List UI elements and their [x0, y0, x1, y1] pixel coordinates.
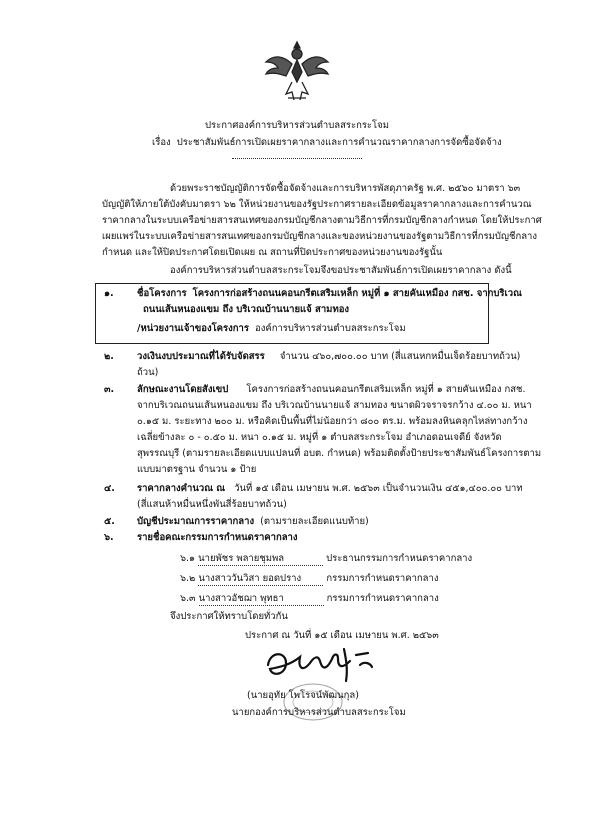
item-3-number: ๓.	[104, 384, 115, 395]
intro-line-5: กำหนด และให้ปิดประกาศโดยเปิดเผย ณ สถานที่ปิดประกาศของหน่วยงานของรัฐนั้น	[102, 247, 443, 258]
agency-label: /หน่วยงานเจ้าของโครงการ	[137, 323, 249, 334]
item-6-number: ๖.	[104, 532, 114, 543]
signatory-title: นายกองค์การบริหารส่วนตำบลสระกระโจม	[232, 707, 406, 718]
handwritten-signature	[260, 645, 380, 685]
item-4-number: ๔.	[104, 483, 115, 494]
intro-line-2: บัญญัติให้ภายใต้บังคับมาตรา ๖๒ ให้หน่วยงานของรัฐประกาศรายละเอียดข้อมูลราคากลางและการคำนวณ	[102, 199, 532, 210]
intro-line-4: เผยแพร่ในระบบเครือข่ายสารสนเทศของกรมบัญชีกลางและของหน่วยงานของรัฐตามวิธีการที่กรมบัญชีกลาง	[102, 231, 537, 242]
member-1-number: ๖.๑	[180, 553, 196, 564]
item-2-label: วงเงินงบประมาณที่ได้รับจัดสรร	[137, 351, 265, 362]
garuda-emblem	[262, 38, 332, 104]
member-3-name: นางสาวอัชฌา พุทธา	[199, 592, 324, 606]
item-6-label: รายชื่อคณะกรรมการกำหนดราคากลาง	[137, 532, 298, 543]
item-3-desc-4: เฉลี่ยข้างละ ๐ - ๐.๕๐ ม. หนา ๐.๑๕ ม. หมู่ที่ ๑ ตำบลสระกระโจม อำเภอดอนเจดีย์ จังหวัด	[137, 432, 502, 443]
member-2-name: นางสาววันวิสา ยอดปราง	[198, 572, 323, 586]
intro-line-3: ราคากลางในระบบเครือข่ายสารสนเทศของกรมบัญชีกลางตามวิธีการที่กรมบัญชีกลางกำหนด โดยให้ประกาศ	[102, 215, 542, 226]
item-1-value: โครงการก่อสร้างถนนคอนกรีตเสริมเหล็ก หมู่ที่ ๑ สายคันเหมือง กสช. จากบริเวณ	[192, 288, 522, 299]
member-1-name: นายพัชร พลายชุมพล	[198, 552, 323, 566]
item-3-desc-5: สุพรรณบุรี (ตามรายละเอียดแบบแปลนที่ อบต. กำหนด) พร้อมติดตั้งป้ายประชาสัมพันธ์โครงการตาม	[137, 448, 542, 459]
subject-line	[152, 136, 502, 149]
item-1-line	[137, 287, 522, 300]
announcement-date: ประกาศ ณ วันที่ ๑๕ เดือน เมษายน พ.ศ. ๒๕๖๓	[245, 630, 439, 641]
item-2-number: ๒.	[104, 351, 114, 362]
member-2-role: กรรมการกำหนดราคากลาง	[326, 573, 439, 584]
signatory-name: (นายอุทัย โพโรจน์พัฒนกุล)	[247, 690, 359, 701]
header-divider	[232, 158, 362, 159]
item-1-label: ชื่อโครงการ	[137, 288, 187, 299]
committee-member-3	[180, 592, 439, 606]
item-3-desc-2: จากบริเวณถนนเส้นหนองแขม ถึง บริเวณบ้านนายแจ้ สามทอง ขนาดผิวจราจรกว้าง ๔.๐๐ ม. หนา	[137, 400, 532, 411]
committee-member-1	[180, 552, 472, 566]
closing-text: จึงประกาศให้ทราบโดยทั่วกัน	[170, 611, 288, 622]
item-5-label: บัญชีประมาณการราคากลาง	[137, 516, 255, 527]
item-3-desc-3: ๐.๑๕ ม. ระยะทาง ๒๐๐ ม. หรือคิดเป็นพื้นที่ไม่น้อยกว่า ๘๐๐ ตร.ม. พร้อมลงหินคลุกไหล่ทางกว้าง	[137, 416, 528, 427]
item-4-label: ราคากลางคำนวณ ณ	[137, 483, 226, 494]
item-3-line	[137, 383, 526, 396]
subject-text: ประชาสัมพันธ์การเปิดเผยราคากลางและการคำนวณราคากลางการจัดซื้อจัดจ้าง	[176, 137, 502, 148]
member-2-number: ๖.๒	[180, 573, 196, 584]
member-3-role: กรรมการกำหนดราคากลาง	[326, 593, 439, 604]
item-5-value: (ตามรายละเอียดแนบท้าย)	[260, 516, 369, 527]
subject-label: เรื่อง	[152, 137, 171, 148]
intro-line-1: ด้วยพระราชบัญญัติการจัดซื้อจัดจ้างและการบริหารพัสดุภาครัฐ พ.ศ. ๒๕๖๐ มาตรา ๖๓	[170, 183, 521, 194]
item-1-agency-line	[137, 322, 406, 335]
member-1-role: ประธานกรรมการกำหนดราคากลาง	[326, 553, 473, 564]
item-3-desc-1: โครงการก่อสร้างถนนคอนกรีตเสริมเหล็ก หมู่ที่ ๑ สายคันเหมือง กสช.	[246, 384, 526, 395]
agency-value: องค์การบริหารส่วนตำบลสระกระโจม	[255, 323, 406, 334]
item-5-number: ๕.	[104, 516, 115, 527]
item-4-line	[137, 482, 523, 495]
item-2-value: จำนวน ๔๖๐,๗๐๐.๐๐ บาท (สี่แสนหกหมื่นเจ็ดร้อยบาทถ้วน)	[279, 351, 521, 362]
committee-member-2	[180, 572, 438, 586]
item-3-label: ลักษณะงานโดยสังเขป	[137, 384, 229, 395]
item-5-line	[137, 515, 369, 528]
item-1-value-line2: ถนนเส้นหนองแขม ถึง บริเวณบ้านนายแจ้ สามทอง	[143, 304, 350, 315]
item-4-value-line2: (สี่แสนห้าหมื่นหนึ่งพันสี่ร้อยบาทถ้วน)	[137, 499, 287, 510]
member-3-number: ๖.๓	[180, 593, 196, 604]
intro-line-6: องค์การบริหารส่วนตำบลสระกระโจมจึงขอประชาสัมพันธ์การเปิดเผยราคากลาง ดังนี้	[170, 265, 512, 276]
item-4-value: วันที่ ๑๕ เดือน เมษายน พ.ศ. ๒๕๖๓ เป็นจำนวนเงิน ๔๕๑,๔๐๐.๐๐ บาท	[234, 483, 523, 494]
item-3-desc-6: แบบมาตรฐาน จำนวน ๑ ป้าย	[137, 464, 257, 475]
item-2-value-line2: ถ้วน)	[137, 367, 159, 378]
item-1-number: ๑.	[104, 288, 114, 299]
org-announcement-title: ประกาศองค์การบริหารส่วนตำบลสระกระโจม	[205, 120, 389, 131]
item-2-line	[137, 350, 520, 363]
